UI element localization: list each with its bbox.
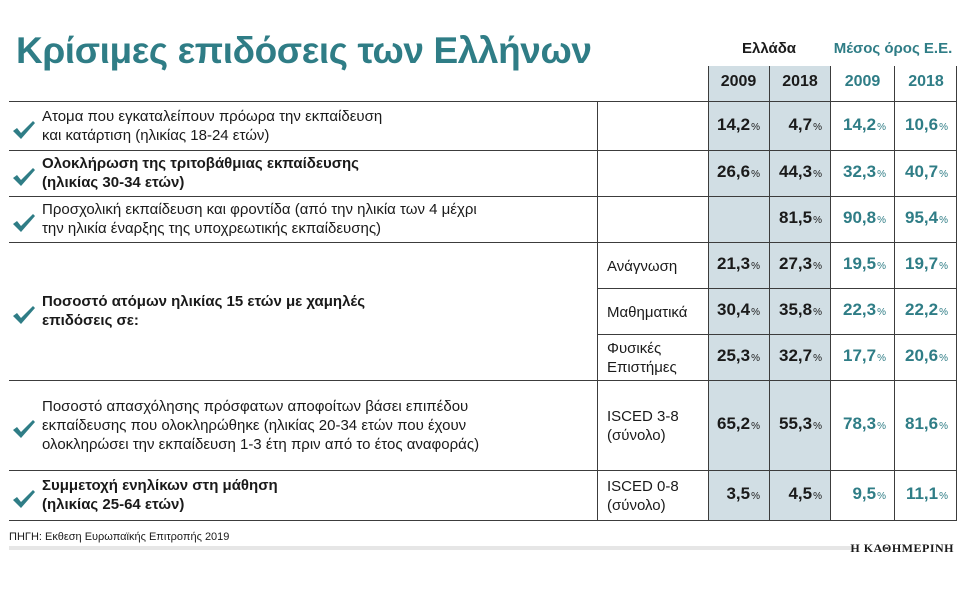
row-label-line: Ποσοστό απασχόλησης πρόσφατων αποφοίτων βάσει επιπέδου [42,397,469,415]
value-eu-2009 [843,162,886,182]
value-number: 20,6 [905,346,939,365]
value-eu-2018 [905,346,948,366]
value-eu-2018 [905,115,948,135]
value-number: 35,8 [779,300,813,319]
value-greece-2018 [779,208,822,228]
row-rule [9,242,957,243]
value-number: 65,2 [717,414,751,433]
percent-sign: % [751,261,760,272]
value-number: 78,3 [843,414,877,433]
percent-sign: % [751,307,760,318]
row-divider [597,380,598,470]
percent-sign: % [813,215,822,226]
row-divider [597,101,598,150]
percent-sign: % [751,421,760,432]
sub-row-label-line: Μαθηματικά [607,303,688,321]
value-number: 25,3 [717,346,751,365]
sub-row-label [607,477,705,515]
percent-sign: % [939,491,948,502]
sub-row-label-line: (σύνολο) [607,497,666,514]
percent-sign: % [939,421,948,432]
value-eu-2018 [905,414,948,434]
percent-sign: % [751,169,760,180]
checkmark-icon [12,213,36,233]
percent-sign: % [813,261,822,272]
row-label-line: (ηλικίας 30-34 ετών) [42,174,185,191]
sub-row-label [607,303,705,322]
row-divider [597,196,598,242]
value-greece-2018 [779,300,822,320]
value-eu-2009 [852,484,886,504]
percent-sign: % [939,215,948,226]
value-number: 21,3 [717,254,751,273]
sub-row-label [607,257,705,276]
row-label [42,397,479,454]
value-greece-2009 [717,254,760,274]
sub-row-label-line: (σύνολο) [607,427,666,444]
percent-sign: % [751,121,760,133]
value-eu-2009 [843,115,886,135]
row-rule [9,150,957,151]
value-greece-2018 [779,414,822,434]
percent-sign: % [877,215,886,226]
value-greece-2009 [717,300,760,320]
checkmark-icon [12,305,36,325]
row-label-line: (ηλικίας 25-64 ετών) [42,496,185,513]
checkmark-icon [12,489,36,509]
checkmark-icon [12,167,36,187]
value-greece-2018 [788,115,822,135]
row-label-line: Ατομα που εγκαταλείπουν πρόωρα την εκπαίδευση [42,107,383,125]
percent-sign: % [813,121,822,133]
value-number: 32,7 [779,346,813,365]
value-greece-2009 [717,414,760,434]
value-eu-2009 [843,208,886,228]
row-divider [597,470,598,520]
sub-row-label-line: ISCED 0-8 [607,478,679,495]
row-label-line: και κατάρτιση (ηλικίας 18-24 ετών) [42,126,270,144]
value-number: 44,3 [779,162,813,181]
percent-sign: % [751,353,760,364]
column-divider [708,66,709,520]
header-rule [9,101,957,102]
sub-row-rule [597,334,957,335]
percent-sign: % [813,353,822,364]
percent-sign: % [939,169,948,180]
value-eu-2009 [843,346,886,366]
row-label [42,476,278,514]
value-greece-2009 [717,346,760,366]
value-number: 90,8 [843,208,877,227]
sub-row-label-line: ISCED 3-8 [607,408,679,425]
value-number: 19,7 [905,254,939,273]
publisher-logo: Η ΚΑΘΗΜΕΡΙΝΗ [850,541,954,555]
value-greece-2009 [717,115,760,135]
row-rule [9,470,957,471]
value-number: 22,3 [843,300,877,319]
value-number: 14,2 [717,114,751,134]
column-divider [956,66,957,520]
footer-bar [9,546,855,550]
row-label-line: εκπαίδευσης που ολοκληρώθηκε (ηλικίας 20-34 ετών που έχουν [42,416,467,434]
year-header-greece-2009: 2009 [720,73,757,90]
row-divider [597,150,598,196]
sub-row-rule [597,288,957,289]
value-greece-2009 [717,162,760,182]
group-header-eu-average: Μέσος όρος Ε.Ε. [833,40,953,57]
value-eu-2018 [906,484,948,504]
group-header-greece: Ελλάδα [741,40,797,57]
value-greece-2018 [788,484,822,504]
percent-sign: % [877,261,886,272]
percent-sign: % [813,491,822,502]
percent-sign: % [939,261,948,272]
percent-sign: % [877,421,886,432]
row-rule [9,380,957,381]
percent-sign: % [877,121,886,133]
year-header-eu-2009: 2009 [844,73,881,90]
source-note: ΠΗΓΗ: Εκθεση Ευρωπαϊκής Επιτροπής 2019 [9,531,230,543]
value-eu-2009 [843,254,886,274]
value-number: 11,1 [905,484,939,503]
percent-sign: % [813,421,822,432]
row-label-line: Ποσοστό ατόμων ηλικίας 15 ετών με χαμηλές [42,293,365,310]
value-number: 95,4 [905,208,939,227]
percent-sign: % [939,353,948,364]
value-greece-2009 [726,484,760,504]
value-number: 27,3 [779,254,813,273]
row-label-line: Ολοκλήρωση της τριτοβάθμιας εκπαίδευσης [42,155,359,172]
checkmark-icon [12,419,36,439]
percent-sign: % [877,169,886,180]
value-number: 14,2 [843,114,877,134]
value-greece-2018 [779,162,822,182]
percent-sign: % [877,491,886,502]
value-number: 17,7 [843,346,877,365]
value-eu-2018 [905,162,948,182]
row-label-line: την ηλικία έναρξης της υποχρεωτικής εκπαίδευσης) [42,220,382,237]
value-number: 22,2 [905,300,939,319]
value-number: 10,6 [905,114,939,134]
percent-sign: % [939,121,948,133]
value-eu-2009 [843,300,886,320]
value-eu-2009 [843,414,886,434]
value-number: 4,5 [788,484,813,503]
percent-sign: % [751,491,760,502]
row-rule [9,520,957,521]
row-divider [597,242,598,380]
percent-sign: % [877,307,886,318]
value-number: 9,5 [852,484,877,503]
sub-row-label-line: Ανάγνωση [607,257,678,275]
value-eu-2018 [905,208,948,228]
row-rule [9,196,957,197]
sub-row-label [607,407,705,445]
row-label-line: επιδόσεις σε: [42,312,139,329]
value-greece-2018 [779,254,822,274]
row-label [42,154,359,192]
value-number: 81,5 [779,208,813,227]
value-eu-2018 [905,254,948,274]
percent-sign: % [939,307,948,318]
checkmark-icon [12,120,36,140]
row-label [42,107,382,145]
value-eu-2018 [905,300,948,320]
sub-row-label-line: Επιστήμες [607,359,677,376]
column-divider [769,66,770,520]
year-header-eu-2018: 2018 [908,73,944,90]
value-number: 32,3 [843,162,877,181]
value-number: 30,4 [717,300,751,319]
row-label-line: Συμμετοχή ενηλίκων στη μάθηση [42,477,278,494]
value-number: 26,6 [717,162,751,181]
year-header-greece-2018: 2018 [782,73,818,90]
row-label [42,292,365,330]
chart-title: Κρίσιμες επιδόσεις των Ελλήνων [16,30,592,71]
row-label [42,200,477,238]
column-divider [830,66,831,520]
value-number: 19,5 [843,254,877,273]
sub-row-label [607,339,705,377]
percent-sign: % [877,353,886,364]
value-number: 40,7 [905,162,939,181]
row-label-line: ολοκληρώσει την εκπαίδευση 1-3 έτη πριν από το έτος αναφοράς) [42,435,480,453]
value-number: 81,6 [905,414,939,433]
value-greece-2018 [779,346,822,366]
percent-sign: % [813,169,822,180]
percent-sign: % [813,307,822,318]
value-number: 4,7 [788,114,813,134]
value-number: 55,3 [779,414,813,433]
sub-row-label-line: Φυσικές [607,340,662,357]
row-label-line: Προσχολική εκπαίδευση και φροντίδα (από την ηλικία των 4 μέχρι [42,201,477,218]
column-divider [894,66,895,520]
value-number: 3,5 [726,484,751,503]
